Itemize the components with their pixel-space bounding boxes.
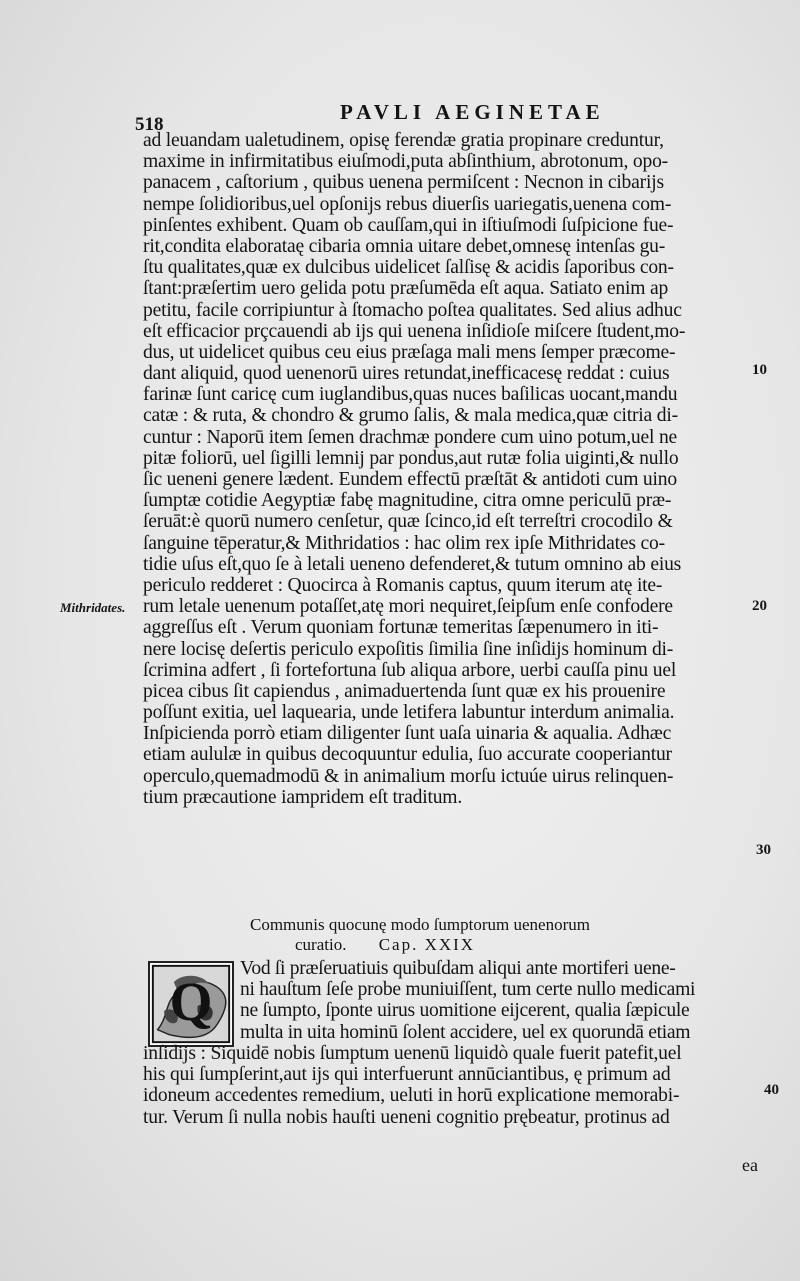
text-line: ad leuandam ualetudinem, opisę ferendæ gratia propinare creduntur, (143, 130, 664, 151)
text-line: rit,condita elaborataę cibaria omnia uitare debet,omnesę intenſas gu- (143, 235, 666, 257)
text-line: ſumptæ cotidie Aegyptiæ fabę magnitudine, citra omne periculū præ- (143, 490, 672, 512)
chapter-title (250, 915, 710, 955)
text-line: periculo redderet : Quocirca à Romanis captus, quum iterum atę ite- (143, 574, 663, 596)
text-line: his qui ſumpſerint,aut ijs qui interfuerunt annūciantibus, ę primum ad (143, 1064, 671, 1086)
line-number-40: 40 (764, 1082, 779, 1098)
text-line: tidie uſus eſt,quo ſe à letali ueneno defenderet,& tutum omnino ab eius (143, 553, 682, 575)
decorated-initial-q-icon (150, 963, 232, 1045)
line-number-20: 20 (752, 598, 767, 614)
text-line: pinſentes exhibent. Quam ob cauſſam,qui in iſtiuſmodi ſuſpicione fue- (143, 214, 674, 236)
text-line: tur. Verum ſi nulla nobis hauſti ueneni cognitio prębeatur, protinus ad (143, 1106, 670, 1128)
text-line: ſtant:præſertim uero gelida potu præſumēda eſt aqua. Satiato enim ap (143, 278, 669, 300)
chapter-indented-text (240, 958, 770, 1043)
text-line: rum letale uenenum potaſſet,atę mori nequiret,ſeipſum enſe confodere (143, 596, 673, 618)
text-line: eſt efficacior prçcauendi ab ijs qui uenena inſidioſe miſcere ſtudent,mo- (143, 320, 686, 342)
decorated-initial-image (148, 961, 234, 1047)
text-line: operculo,quemadmodū & in animalium morſu ictuúe uirus relinquen- (143, 765, 674, 787)
text-line: aggreſſus eſt . Verum quoniam fortunæ temeritas ſæpenumero in iti- (143, 617, 659, 639)
text-line: ne ſumpto, ſponte uirus uomitione eijcerent, qualia ſæpicule (240, 1000, 690, 1022)
chapter-title-line: Communis quocunę modo ſumptorum uenenorum (250, 915, 590, 934)
text-line: etiam aululæ in quibus decoquuntur edulia, ſuo accurate cooperiantur (143, 744, 672, 766)
line-number-30: 30 (756, 842, 771, 858)
margin-note-mithridates: Mithridates. (60, 600, 126, 615)
page-header (135, 100, 775, 135)
catchword: ea (742, 1155, 758, 1175)
text-line: Inſpicienda porrò etiam diligenter ſunt uaſa uinaria & aqualia. Adhæc (143, 723, 672, 745)
main-text-block (143, 130, 768, 808)
text-line: dant aliquid, quod uenenorū uires retundat,inefficacesę reddat : cuius (143, 363, 670, 385)
text-line: idoneum accedentes remedium, ueluti in horū explicatione memorabi- (143, 1085, 680, 1107)
text-line: nempe ſolidioribus,uel opſonijs rebus diuerſis uariegatis,uenena com- (143, 193, 672, 215)
text-line: ſtu qualitates,quæ ex dulcibus uidelicet ſalſisę & acidis ſaporibus con- (143, 257, 674, 279)
text-line: catæ : & ruta, & chondro & grumo ſalis, & mala medica,quæ citria di- (143, 405, 678, 427)
text-line: nere locisę deſertis periculo expoſitis ſimilia ſine inſidijs hominum di- (143, 638, 674, 660)
text-line: petitu, facile corripiuntur à ſtomacho poſtea qualitates. Sed alius adhuc (143, 299, 682, 321)
dropcap-letter: Q (169, 971, 213, 1033)
text-line: Vod ſi præſeruatiuis quibuſdam aliqui ante mortiferi uene- (240, 958, 676, 979)
chapter-title-line-2 (250, 935, 710, 955)
chapter-title-word: curatio. (295, 935, 347, 954)
text-line: multa in uita hominū ſolent accidere, uel ex quorundā etiam (240, 1021, 691, 1043)
text-line: dus, ut uidelicet quibus ceu eius præſaga mali mens ſemper præcome- (143, 341, 676, 363)
text-line: poſſunt exitia, uel laquearia, unde letifera labuntur interdum animalia. (143, 702, 675, 724)
chapter-full-text (143, 1043, 768, 1128)
text-line: tium præcautione iampridem eſt traditum. (143, 786, 463, 808)
text-line: ſic ueneni genere lædent. Eundem effectū præſtāt & antidoti cum uino (143, 469, 677, 490)
text-line: maxime in infirmitatibus eiuſmodi,puta abſinthium, abrotonum, opo- (143, 151, 669, 173)
text-line: ſanguine tēperatur,& Mithridatios : hac olim rex ipſe Mithridates co- (143, 532, 665, 554)
text-line: cuntur : Naporū item ſemen drachmæ pondere cum uino potum,uel ne (143, 426, 678, 448)
text-line: inſidijs : Siquidē nobis ſumptum uenenū liquidò quale fuerit patefit,uel (143, 1043, 682, 1064)
text-line: ſeruāt:è quorū numero cenſetur, quæ ſcinco,id eſt terreſtri crocodilo & (143, 511, 673, 533)
text-line: ſcrimina adfert , ſi fortefortuna ſub aliqua arbore, uerbi cauſſa pinu uel (143, 659, 677, 681)
running-title: PAVLI AEGINETAE (340, 100, 605, 124)
text-line: pitæ foliorū, uel ſigilli lemnij par pondus,aut rutæ folia uiginti,& nullo (143, 447, 679, 469)
text-line: ni hauſtum ſeſe probe muniuiſſent, tum certe nullo medicami (240, 979, 696, 1001)
text-line: panacem , caſtorium , quibus uenena permiſcent : Necnon in cibarijs (143, 172, 664, 194)
line-number-10: 10 (752, 362, 767, 378)
chapter-number: Cap. XXIX (378, 935, 476, 954)
page-number: 518 (135, 114, 164, 135)
text-line: picea cibus ſit capiendus , animaduertenda ſunt quæ ex his prouenire (143, 680, 666, 702)
text-line: farinæ ſunt caricę cum iuglandibus,quas nuces baſilicas uocant,mandu (143, 384, 678, 406)
